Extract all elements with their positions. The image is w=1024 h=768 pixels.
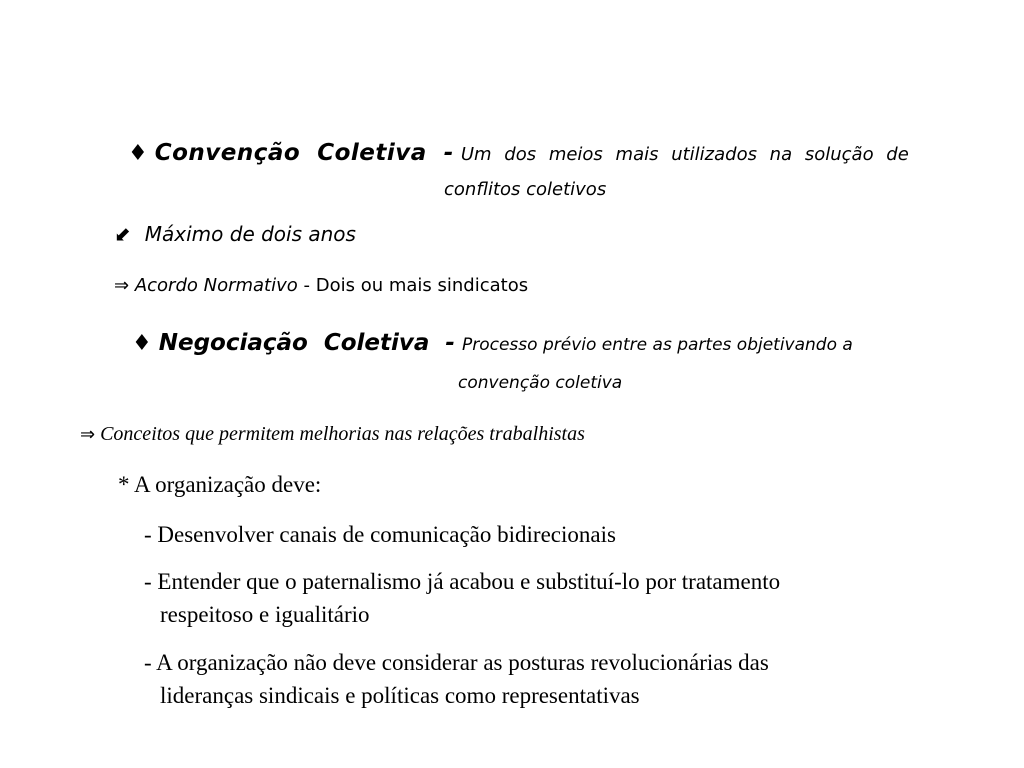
arrow-down-left-icon: ⬋ bbox=[114, 222, 131, 246]
diamond-bullet-icon: ♦ bbox=[128, 141, 148, 166]
acordo-normativo-rest: - Dois ou mais sindicatos bbox=[297, 275, 529, 296]
double-arrow-right-icon: ⇒ bbox=[80, 424, 96, 445]
convencao-coletiva-continuation: conflitos coletivos bbox=[444, 179, 607, 200]
acordo-normativo-term: Acordo Normativo bbox=[134, 275, 298, 296]
maximo-text: Máximo de dois anos bbox=[144, 222, 356, 246]
conceitos-text: Conceitos que permitem melhorias nas relações trabalhistas bbox=[100, 423, 585, 445]
acordo-normativo-line bbox=[114, 275, 528, 296]
negociacao-coletiva-term: Negociação Coletiva - bbox=[158, 330, 455, 356]
organizacao-heading: * A organização deve: bbox=[118, 472, 322, 497]
maximo-line bbox=[114, 222, 356, 246]
list-item: - Entender que o paternalismo já acabou e substituí-lo por tratamento bbox=[144, 569, 781, 594]
convencao-coletiva-description: Um dos meios mais utilizados na solução de bbox=[460, 144, 909, 165]
list-item: - Desenvolver canais de comunicação bidirecionais bbox=[144, 522, 616, 547]
list-item-continuation: respeitoso e igualitário bbox=[160, 602, 370, 627]
negociacao-coletiva-line bbox=[132, 330, 853, 356]
negociacao-coletiva-continuation: convenção coletiva bbox=[458, 373, 623, 393]
list-item: - A organização não deve considerar as posturas revolucionárias das bbox=[144, 650, 769, 675]
convencao-coletiva-term: Convenção Coletiva - bbox=[154, 140, 454, 166]
conceitos-line bbox=[80, 423, 585, 446]
list-item-continuation: lideranças sindicais e políticas como representativas bbox=[160, 683, 640, 708]
negociacao-coletiva-description: Processo prévio entre as partes objetivando a bbox=[461, 335, 853, 355]
double-arrow-right-icon: ⇒ bbox=[114, 275, 130, 296]
convencao-coletiva-line bbox=[128, 140, 909, 166]
diamond-bullet-icon: ♦ bbox=[132, 331, 152, 356]
